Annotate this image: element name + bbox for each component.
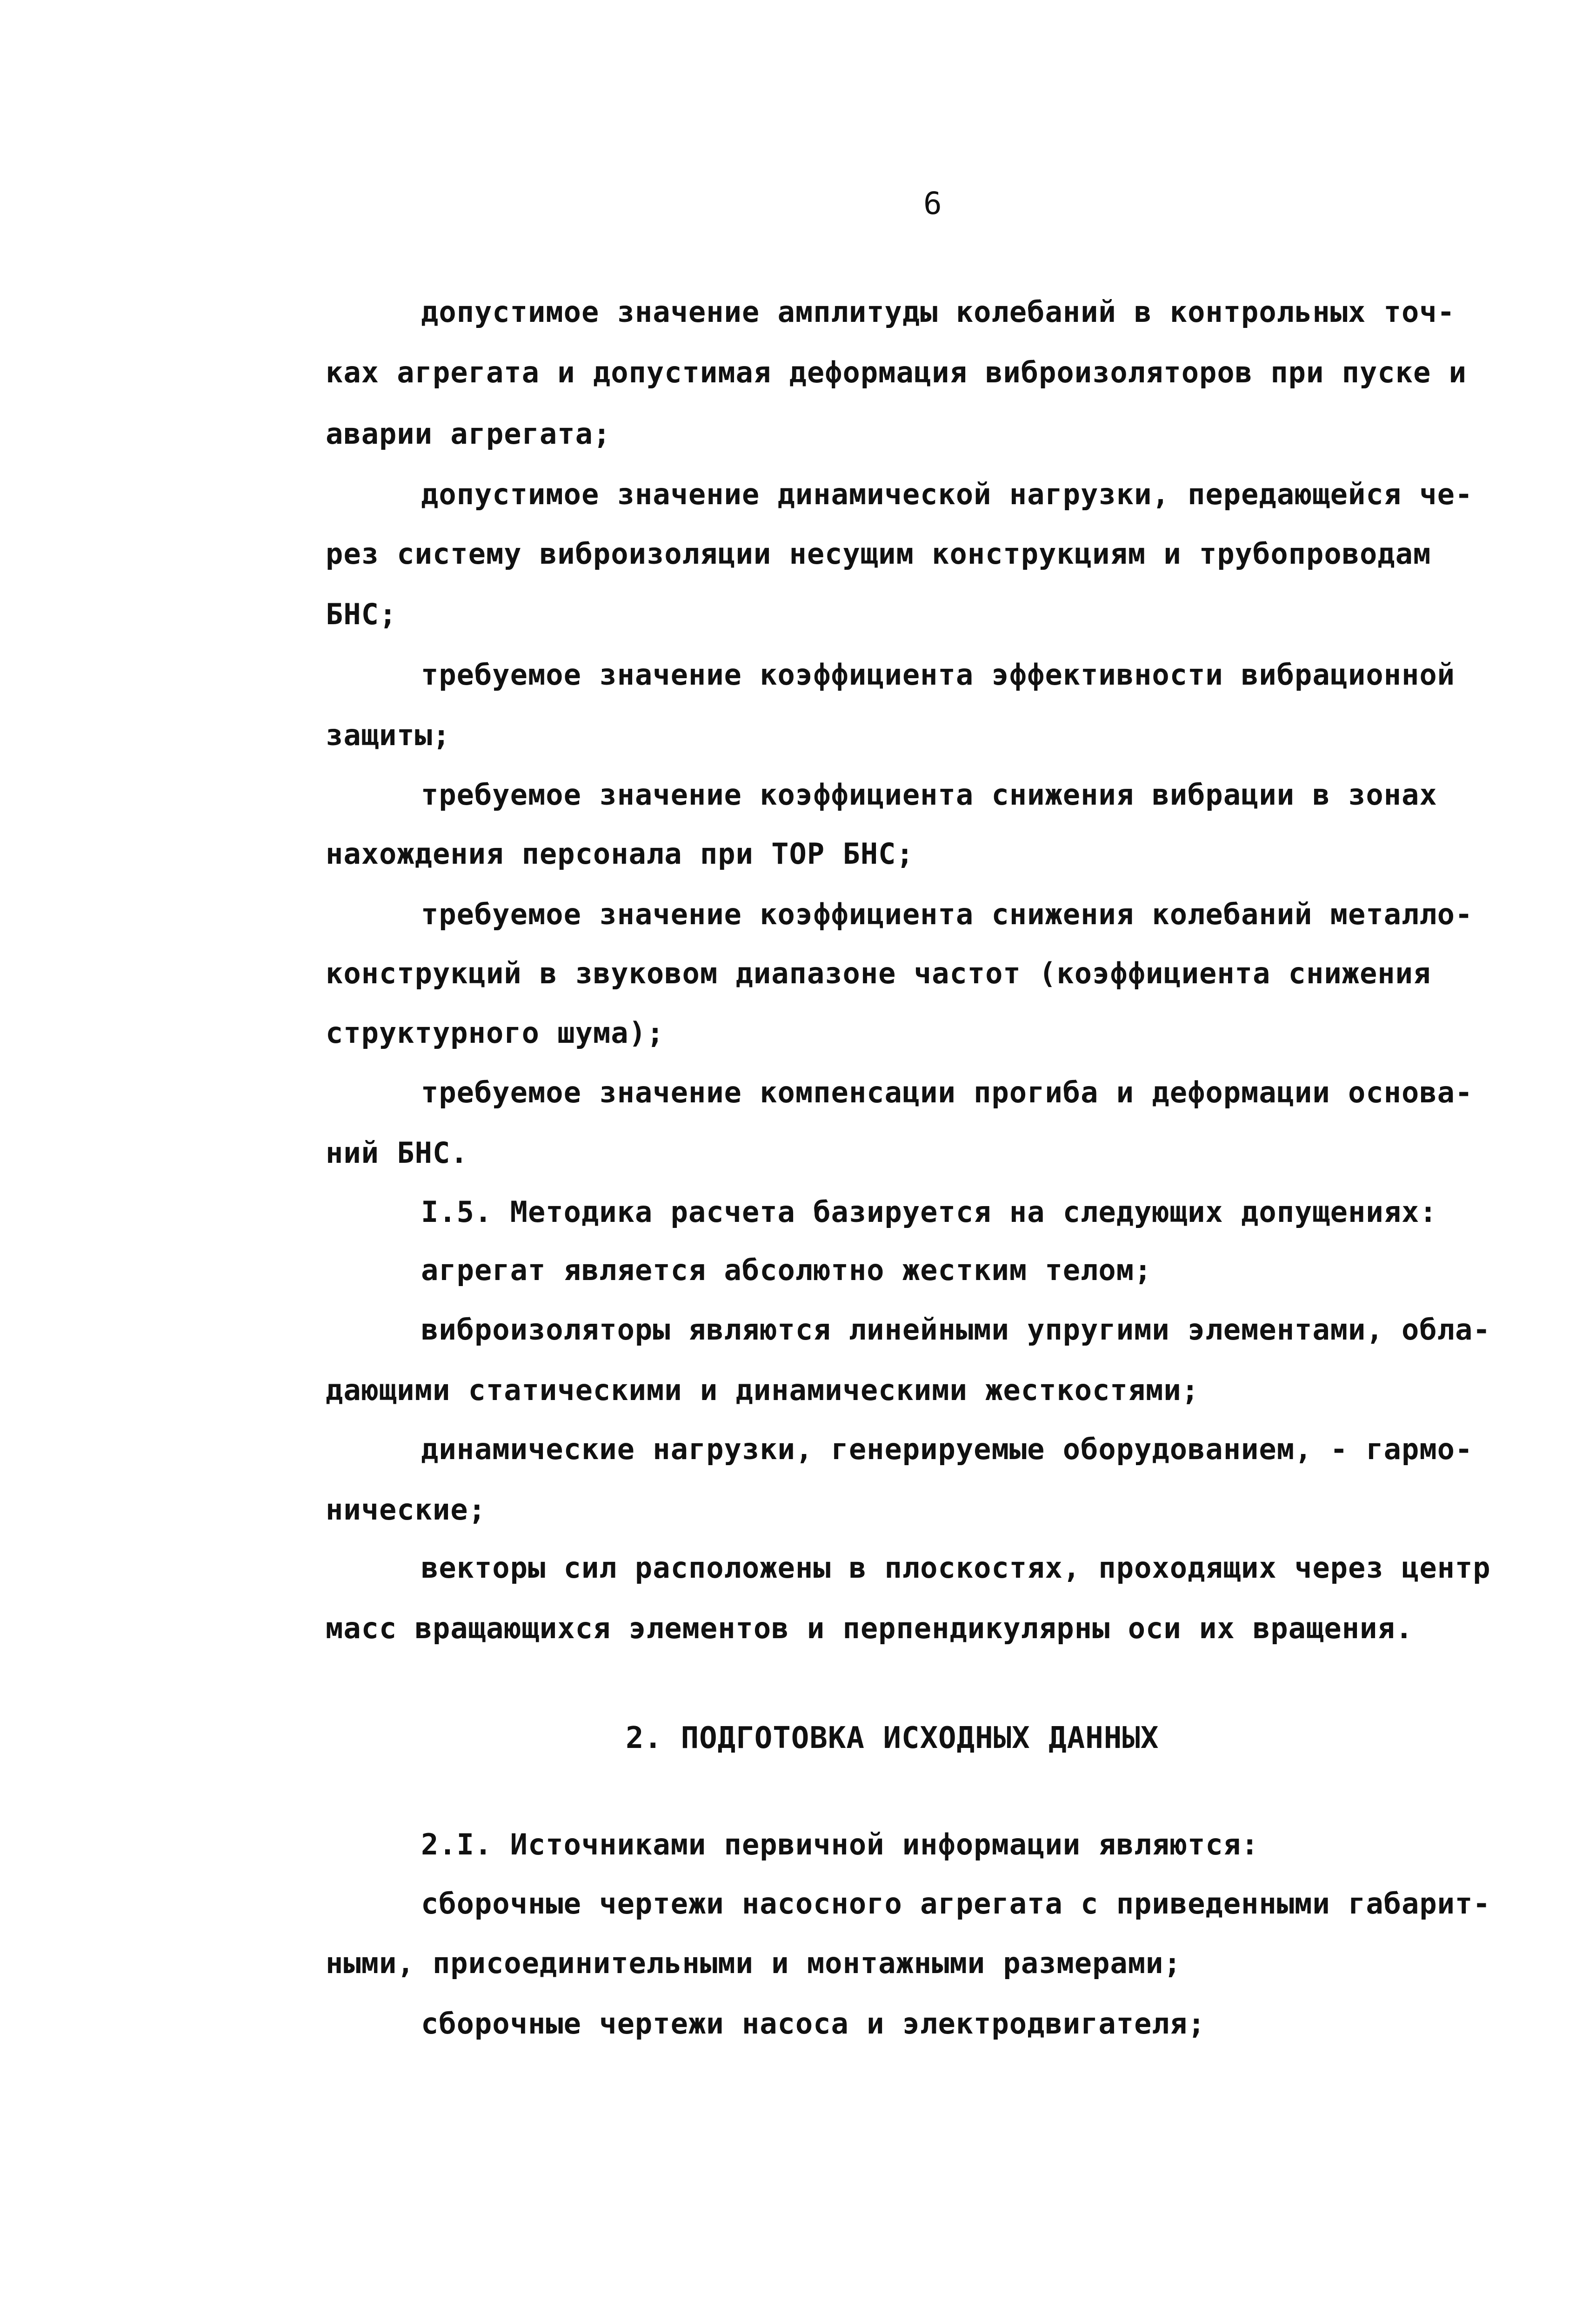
- text-line: агрегат является абсолютно жестким телом;: [421, 1253, 1152, 1287]
- section-heading: 2. ПОДГОТОВКА ИСХОДНЫХ ДАННЫХ: [626, 1721, 1159, 1755]
- text-line: рез систему виброизоляции несущим конструкциям и трубопроводам: [326, 537, 1431, 571]
- page-number: 6: [923, 186, 942, 221]
- text-line: 2.I. Источниками первичной информации являются:: [421, 1827, 1259, 1861]
- text-line: I.5. Методика расчета базируется на следующих допущениях:: [421, 1195, 1437, 1229]
- text-line: сборочные чертежи насосного агрегата с приведенными габарит-: [421, 1887, 1491, 1921]
- text-line: векторы сил расположены в плоскостях, проходящих через центр: [421, 1551, 1491, 1585]
- text-line: ний БНС.: [326, 1136, 468, 1170]
- text-line: ными, присоединительными и монтажными размерами;: [326, 1946, 1182, 1980]
- text-line: конструкций в звуковом диапазоне частот (коэффициента снижения: [326, 956, 1431, 990]
- text-line: требуемое значение коэффициента снижения вибрации в зонах: [421, 778, 1437, 812]
- text-line: виброизоляторы являются линейными упругими элементами, обла-: [421, 1313, 1491, 1347]
- text-line: сборочные чертежи насоса и электродвигателя;: [421, 2007, 1206, 2041]
- text-line: дающими статическими и динамическими жесткостями;: [326, 1373, 1200, 1407]
- text-line: динамические нагрузки, генерируемые оборудованием, - гармо-: [421, 1432, 1473, 1466]
- text-line: требуемое значение коэффициента снижения колебаний металло-: [421, 897, 1473, 931]
- text-line: аварии агрегата;: [326, 417, 611, 451]
- text-line: допустимое значение амплитуды колебаний в контрольных точ-: [421, 295, 1455, 329]
- text-line: требуемое значение коэффициента эффективности вибрационной: [421, 658, 1455, 692]
- text-line: нахождения персонала при ТОР БНС;: [326, 837, 914, 871]
- text-line: БНС;: [326, 597, 397, 631]
- text-line: структурного шума);: [326, 1016, 665, 1050]
- text-line: защиты;: [326, 718, 451, 752]
- text-line: требуемое значение компенсации прогиба и деформации основа-: [421, 1075, 1473, 1109]
- text-line: масс вращающихся элементов и перпендикулярны оси их вращения.: [326, 1611, 1413, 1645]
- text-line: нические;: [326, 1493, 486, 1527]
- text-line: ках агрегата и допустимая деформация виброизоляторов при пуске и: [326, 355, 1467, 389]
- text-line: допустимое значение динамической нагрузки, передающейся че-: [421, 477, 1473, 511]
